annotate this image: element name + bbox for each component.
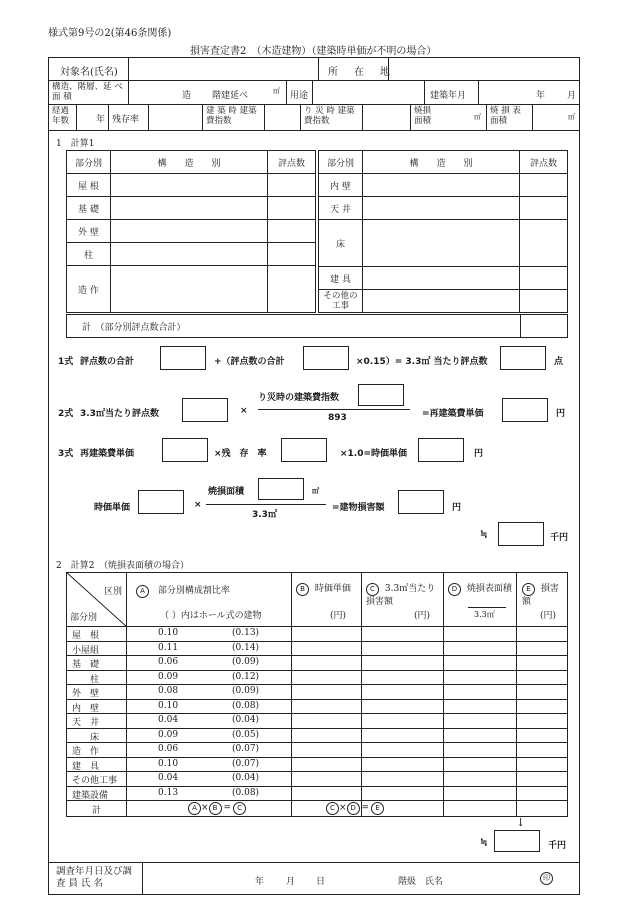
eq1-times: ×: [201, 803, 209, 813]
row-label: 床: [319, 220, 363, 267]
col-c-mark: C: [366, 583, 379, 596]
row-name: 基 礎: [72, 660, 100, 670]
row-cell-e[interactable]: [517, 714, 567, 727]
built-month: 月: [567, 91, 577, 101]
row-cell-d[interactable]: [444, 700, 515, 713]
score-cell[interactable]: [268, 174, 316, 197]
page-title: 損害査定書2 （木造建物）（建築時単価が不明の場合）: [190, 46, 437, 57]
formula2-unit: 円: [556, 409, 566, 419]
row-hall-ratio: (0.14): [232, 642, 260, 653]
col-a-sublabel: （ ）内はホール式の建物: [160, 611, 262, 621]
score-cell[interactable]: [268, 266, 316, 313]
eq1-a-mark: A: [188, 802, 201, 815]
form-id: 様式第9号の2(第46条関係): [48, 28, 172, 39]
row-cell-d[interactable]: [444, 671, 515, 684]
calc2-eq1: [188, 802, 246, 815]
row-ratio: 0.13: [158, 787, 179, 798]
row-ratio: 0.09: [158, 671, 179, 682]
score-cell[interactable]: [520, 174, 568, 197]
row-ratio: 0.10: [158, 700, 179, 711]
formula1-input-b[interactable]: [303, 346, 349, 370]
eq1-c-mark: C: [233, 802, 246, 815]
row-cell-d[interactable]: [444, 656, 515, 669]
row-cell-c[interactable]: [362, 758, 442, 771]
score-cell[interactable]: [520, 197, 568, 220]
col-b-unit: (円): [330, 611, 347, 621]
formula2-text-a: 3.3㎡当たり評点数: [80, 409, 159, 419]
table-row: [67, 220, 316, 243]
row-ratio: 0.10: [158, 758, 179, 769]
row-cell-c[interactable]: [362, 642, 442, 655]
formula2-fraction-bar: [258, 409, 410, 410]
survey-label: 調査年月日及び調 査 員 氏 名: [56, 866, 133, 889]
usage-label: 用途: [290, 91, 309, 101]
footer-rank: 階級 氏名: [398, 877, 444, 887]
row-name: その他工事: [72, 776, 118, 786]
formula3-text-c: ×1.0=時価単価: [340, 449, 408, 459]
formula3-text-a: 再建築費単価: [80, 449, 135, 459]
formula2-input-index[interactable]: [358, 384, 404, 406]
formula4-text-a: 時価単価: [94, 503, 131, 513]
table-row: [319, 151, 568, 174]
col-b-label: 時価単価: [314, 584, 351, 594]
table-row: [67, 151, 316, 174]
formula1-text-b: +（評点数の合計: [214, 357, 285, 367]
formula1-text-c: ×0.15）= 3.3㎡ 当たり評点数: [356, 357, 488, 367]
formula1-input-c[interactable]: [500, 346, 546, 370]
struct-cell[interactable]: [110, 174, 267, 197]
col-d-denominator: 3.3㎡: [474, 610, 495, 619]
struct-cell[interactable]: [110, 197, 267, 220]
calc1-label: 1 計算1: [56, 139, 95, 149]
row-cell-b[interactable]: [292, 656, 360, 669]
row-cell-d[interactable]: [444, 714, 515, 727]
col-a-header: [136, 583, 230, 598]
location-field[interactable]: [390, 59, 578, 78]
table-row: [67, 266, 316, 313]
score-cell[interactable]: [268, 243, 316, 266]
row-cell-e[interactable]: [517, 758, 567, 771]
eq2-equals: =: [361, 803, 370, 813]
col-e-label: 損害額: [522, 584, 559, 607]
formula4-input-area[interactable]: [258, 478, 304, 500]
formula-thousand-unit: 千円: [550, 533, 569, 543]
col-part: 部分別: [319, 151, 363, 174]
calc1-total-label: 計 （部分別評点数合計）: [82, 323, 186, 333]
col-a-mark: A: [136, 585, 149, 598]
formula1-label: 1式: [58, 357, 74, 367]
row-ratio: 0.06: [158, 657, 179, 667]
row-name: 建築設備: [72, 790, 109, 801]
row-cell-e[interactable]: [517, 627, 567, 640]
col-e-header: [522, 583, 566, 608]
col-part: 部分別: [67, 151, 111, 174]
table-row: [67, 174, 316, 197]
col-c-header: [366, 583, 442, 608]
disaster-index-label: り 災 時 建築費指数: [304, 106, 355, 126]
calc2-label: 2 計算2 （焼損表面積の場合）: [56, 561, 189, 571]
eq1-b-mark: B: [209, 802, 222, 815]
row-cell-b[interactable]: [292, 743, 360, 756]
col-d-header: [448, 583, 514, 596]
row-hall-ratio: (0.08): [232, 700, 260, 711]
formula2-denominator: 893: [328, 413, 347, 423]
row-label: その他の工事: [319, 290, 363, 313]
col-c-label: 3.3㎡当たり損害額: [366, 584, 436, 607]
eq2-e-mark: E: [371, 802, 384, 815]
row-cell-d[interactable]: [444, 758, 515, 771]
row-cell-b[interactable]: [292, 729, 360, 742]
formula2-text-b: =再建築費単価: [422, 409, 484, 419]
row-cell-b[interactable]: [292, 772, 360, 785]
formula3-input-a[interactable]: [162, 438, 208, 462]
eq2-c-mark: C: [326, 802, 339, 815]
score-cell[interactable]: [520, 220, 568, 267]
subject-field[interactable]: [130, 59, 316, 78]
structure-kai: 階建延べ: [212, 91, 249, 101]
calc2-eq2: [326, 802, 384, 815]
row-cell-b[interactable]: [292, 627, 360, 640]
struct-cell[interactable]: [362, 174, 519, 197]
row-hall-ratio: (0.07): [232, 758, 260, 769]
row-name: 屋 根: [72, 631, 100, 641]
row-cell-b[interactable]: [292, 685, 360, 698]
row-label: 基 礎: [67, 197, 111, 220]
row-label: 建 具: [319, 267, 363, 290]
formula1-unit: 点: [554, 357, 564, 367]
row-label: 外 壁: [67, 220, 111, 243]
calc1-left-table: [66, 150, 316, 313]
row-name: 造 作: [72, 747, 100, 757]
footer-month: 月: [286, 877, 296, 887]
calc1-right-table: [318, 150, 568, 313]
struct-cell[interactable]: [110, 220, 267, 243]
row-cell-c[interactable]: [362, 671, 442, 684]
col-struct: 構 造 別: [110, 151, 267, 174]
row-name: 小屋組: [72, 645, 100, 656]
row-cell-d[interactable]: [444, 685, 515, 698]
formula2-label: 2式: [58, 409, 74, 419]
col-e-mark: E: [522, 583, 535, 596]
corner-top-label: 区別: [104, 587, 123, 597]
calc2-thousand-unit: 千円: [548, 841, 567, 851]
row-cell-e[interactable]: [517, 642, 567, 655]
formula-thousand-input[interactable]: [498, 522, 544, 546]
row-cell-d[interactable]: [444, 627, 515, 640]
formula3-label: 3式: [58, 449, 74, 459]
row-hall-ratio: (0.05): [232, 729, 260, 740]
table-row: [319, 174, 568, 197]
calc2-thousand-input[interactable]: [494, 830, 540, 852]
formula3-unit: 円: [474, 449, 484, 459]
row-cell-e[interactable]: [517, 787, 567, 800]
elapsed-year: 年: [96, 115, 106, 125]
struct-cell[interactable]: [110, 243, 267, 266]
struct-cell[interactable]: [362, 267, 519, 290]
eq2-times: ×: [339, 803, 347, 813]
row-cell-e[interactable]: [517, 700, 567, 713]
row-hall-ratio: (0.09): [232, 657, 260, 667]
structure-zou: 造: [182, 91, 192, 101]
calc1-total-field[interactable]: [521, 315, 567, 337]
row-cell-d[interactable]: [444, 787, 515, 800]
col-score: 評点数: [520, 151, 568, 174]
row-ratio: 0.08: [158, 686, 179, 696]
row-cell-e[interactable]: [517, 729, 567, 742]
row-cell-e[interactable]: [517, 772, 567, 785]
row-cell-d[interactable]: [444, 772, 515, 785]
col-b-header: [296, 583, 358, 596]
col-d-fraction-bar: [468, 607, 506, 608]
row-cell-c[interactable]: [362, 729, 442, 742]
row-cell-b[interactable]: [292, 714, 360, 727]
row-cell-e[interactable]: [517, 656, 567, 669]
row-label: 屋 根: [67, 174, 111, 197]
formula3-input-c[interactable]: [418, 438, 464, 462]
row-cell-c[interactable]: [362, 743, 442, 756]
formula2-numerator: り災時の建築費指数: [258, 393, 340, 403]
location-label: 所 在 地: [328, 67, 393, 78]
row-name: 柱: [90, 674, 100, 685]
col-c-unit: (円): [414, 611, 431, 621]
construction-index-label: 建 築 時 建築費指数: [206, 106, 257, 126]
table-row: [319, 197, 568, 220]
formula4-text-b: =建物損害額: [332, 503, 385, 513]
burned-surface-label: 焼 損 表面積: [490, 106, 521, 126]
row-cell-d[interactable]: [444, 729, 515, 742]
row-ratio: 0.06: [158, 744, 179, 754]
table-row: [319, 290, 568, 313]
row-cell-b[interactable]: [292, 671, 360, 684]
formula4-input-a[interactable]: [138, 490, 184, 514]
col-e-unit: (円): [540, 611, 557, 621]
formula3-text-b: ×残 存 率: [214, 449, 267, 459]
formula2-input-b[interactable]: [502, 398, 548, 422]
struct-cell[interactable]: [362, 197, 519, 220]
row-cell-c[interactable]: [362, 787, 442, 800]
table-row: [67, 243, 316, 266]
col-b-mark: B: [296, 583, 309, 596]
built-year: 年: [536, 91, 546, 101]
row-cell-b[interactable]: [292, 787, 360, 800]
formula1-input-a[interactable]: [160, 346, 206, 370]
col-d-label: 焼損表面積: [466, 584, 512, 594]
struct-cell[interactable]: [110, 266, 267, 313]
row-ratio: 0.04: [158, 715, 179, 725]
calc2-arrow: ↓: [516, 816, 526, 829]
seal-mark: 印: [540, 872, 553, 885]
row-label: 内 壁: [319, 174, 363, 197]
eq1-equals: =: [223, 803, 232, 813]
row-name: 床: [90, 732, 100, 743]
row-cell-b[interactable]: [292, 642, 360, 655]
formula4-numerator: 焼損面積: [208, 487, 245, 497]
row-ratio: 0.10: [158, 628, 179, 638]
formula2-times: ×: [240, 406, 248, 416]
row-label: 柱: [67, 243, 111, 266]
row-hall-ratio: (0.13): [232, 628, 260, 638]
table-row: [67, 197, 316, 220]
calc2-total-label: 計: [92, 806, 102, 816]
row-cell-c[interactable]: [362, 700, 442, 713]
built-label: 建築年月: [430, 91, 467, 101]
row-cell-b[interactable]: [292, 700, 360, 713]
row-cell-c[interactable]: [362, 685, 442, 698]
row-name: 内 壁: [72, 703, 100, 714]
burned-area-label: 焼損面積: [414, 106, 432, 126]
row-cell-c[interactable]: [362, 656, 442, 669]
row-cell-d[interactable]: [444, 642, 515, 655]
col-score: 評点数: [268, 151, 316, 174]
row-cell-c[interactable]: [362, 714, 442, 727]
row-cell-c[interactable]: [362, 772, 442, 785]
formula3-input-b[interactable]: [281, 438, 327, 462]
col-a-label: 部分別構成割比率: [157, 586, 230, 596]
formula4-m2: ㎡: [312, 487, 319, 495]
row-ratio: 0.11: [158, 642, 179, 653]
row-name: 天 井: [72, 718, 100, 728]
formula4-input-b[interactable]: [398, 490, 444, 514]
row-label: 造 作: [67, 266, 111, 313]
row-label: 天 井: [319, 197, 363, 220]
table-row: [319, 267, 568, 290]
row-hall-ratio: (0.09): [232, 686, 260, 696]
row-cell-e[interactable]: [517, 743, 567, 756]
eq2-d-mark: D: [347, 802, 360, 815]
row-cell-b[interactable]: [292, 758, 360, 771]
structure-label: 構造、階層、延 べ 面 積: [52, 82, 123, 102]
residual-label: 残存率: [112, 115, 140, 125]
row-cell-e[interactable]: [517, 671, 567, 684]
subject-label: 対象名(氏名): [60, 67, 118, 78]
row-ratio: 0.04: [158, 773, 179, 783]
burned-surface-m2: ㎡: [568, 113, 575, 121]
row-cell-e[interactable]: [517, 685, 567, 698]
formula4-unit: 円: [452, 503, 462, 513]
row-name: 外 壁: [72, 689, 100, 699]
formula2-input-a[interactable]: [182, 398, 228, 422]
struct-cell[interactable]: [362, 290, 519, 313]
col-d-mark: D: [448, 583, 461, 596]
elapsed-label: 経過年数: [52, 106, 70, 126]
formula1-text-a: 評点数の合計: [80, 357, 135, 367]
calc2-approx: ≒: [480, 838, 488, 848]
burned-area-m2: ㎡: [474, 113, 481, 121]
struct-cell[interactable]: [362, 220, 519, 267]
formula-approx: ≒: [480, 530, 488, 540]
score-cell[interactable]: [268, 197, 316, 220]
row-hall-ratio: (0.07): [232, 744, 260, 754]
score-cell[interactable]: [268, 220, 316, 243]
structure-m2: ㎡: [273, 87, 280, 95]
score-cell[interactable]: [520, 290, 568, 313]
table-row: [319, 220, 568, 267]
row-cell-c[interactable]: [362, 627, 442, 640]
row-cell-d[interactable]: [444, 743, 515, 756]
corner-bottom-label: 部分別: [70, 613, 98, 623]
row-hall-ratio: (0.04): [232, 715, 260, 725]
col-struct: 構 造 別: [362, 151, 519, 174]
row-ratio: 0.09: [158, 729, 179, 740]
row-hall-ratio: (0.04): [232, 773, 260, 783]
formula4-fraction-bar: [206, 504, 326, 505]
row-hall-ratio: (0.12): [232, 671, 260, 682]
formula4-times: ×: [194, 500, 202, 510]
footer-year: 年: [255, 877, 265, 887]
footer-day: 日: [316, 877, 326, 887]
score-cell[interactable]: [520, 267, 568, 290]
row-hall-ratio: (0.08): [232, 787, 260, 798]
formula4-denominator: 3.3㎡: [252, 510, 277, 520]
row-name: 建 具: [72, 761, 100, 772]
